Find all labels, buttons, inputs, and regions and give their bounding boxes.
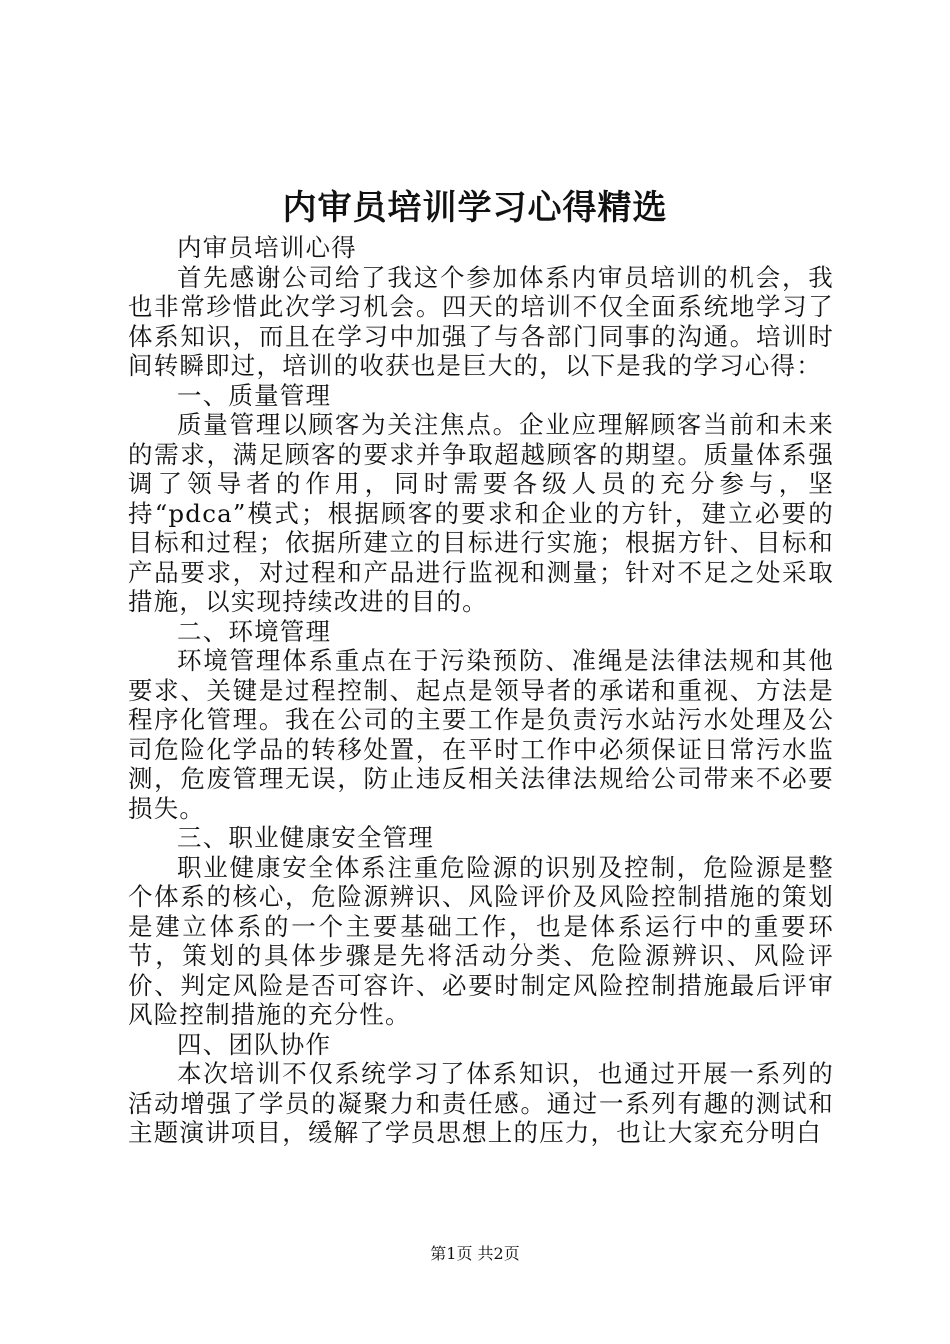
section-heading-teamwork: 四、团队协作 <box>177 1029 332 1059</box>
page-footer: 第1页 共2页 <box>430 1244 520 1263</box>
section-heading-environment: 二、环境管理 <box>177 616 332 646</box>
paragraph-intro: 首先感谢公司给了我这个参加体系内审员培训的机会，我也非常珍惜此次学习机会。四天的培训不仅全面系统地学习了体系知识，而且在学习中加强了与各部门同事的沟通。培训时间转瞬即过，培训的收获也是巨大的，以下是我的学习心得： <box>128 262 834 380</box>
paragraph-teamwork: 本次培训不仅系统学习了体系知识，也通过开展一系列的活动增强了学员的凝聚力和责任感。通过一系列有趣的测试和主题演讲项目，缓解了学员思想上的压力，也让大家充分明白 <box>128 1059 834 1147</box>
paragraph-safety: 职业健康安全体系注重危险源的识别及控制，危险源是整个体系的核心，危险源辨识、风险评价及风险控制措施的策划是建立体系的一个主要基础工作，也是体系运行中的重要环节，策划的具体步骤是先将活动分类、危险源辨识、风险评价、判定风险是否可容许、必要时制定风险控制措施最后评审风险控制措施的充分性。 <box>128 852 834 1029</box>
paragraph-subtitle: 内审员培训心得 <box>177 233 357 262</box>
section-heading-safety: 三、职业健康安全管理 <box>177 823 434 852</box>
paragraph-environment: 环境管理体系重点在于污染预防、准绳是法律法规和其他要求、关键是过程控制、起点是领导者的承诺和重视、方法是程序化管理。我在公司的主要工作是负责污水站污水处理及公司危险化学品的转移处置，在平时工作中必须保证日常污水监测，危废管理无误，防止违反相关法律法规给公司带来不必要损失。 <box>128 646 834 823</box>
paragraph-quality: 质量管理以顾客为关注焦点。企业应理解顾客当前和未来的需求，满足顾客的要求并争取超越顾客的期望。质量体系强调了领导者的作用，同时需要各级人员的充分参与，坚持“pdca”模式；根据顾客的要求和企业的方针，建立必要的目标和过程；依据所建立的目标进行实施；根据方针、目标和产品要求，对过程和产品进行监视和测量；针对不足之处采取措施，以实现持续改进的目的。 <box>128 410 834 616</box>
document-body <box>128 233 834 1148</box>
section-heading-quality: 一、质量管理 <box>177 380 332 410</box>
document-title: 内审员培训学习心得精选 <box>282 188 668 228</box>
